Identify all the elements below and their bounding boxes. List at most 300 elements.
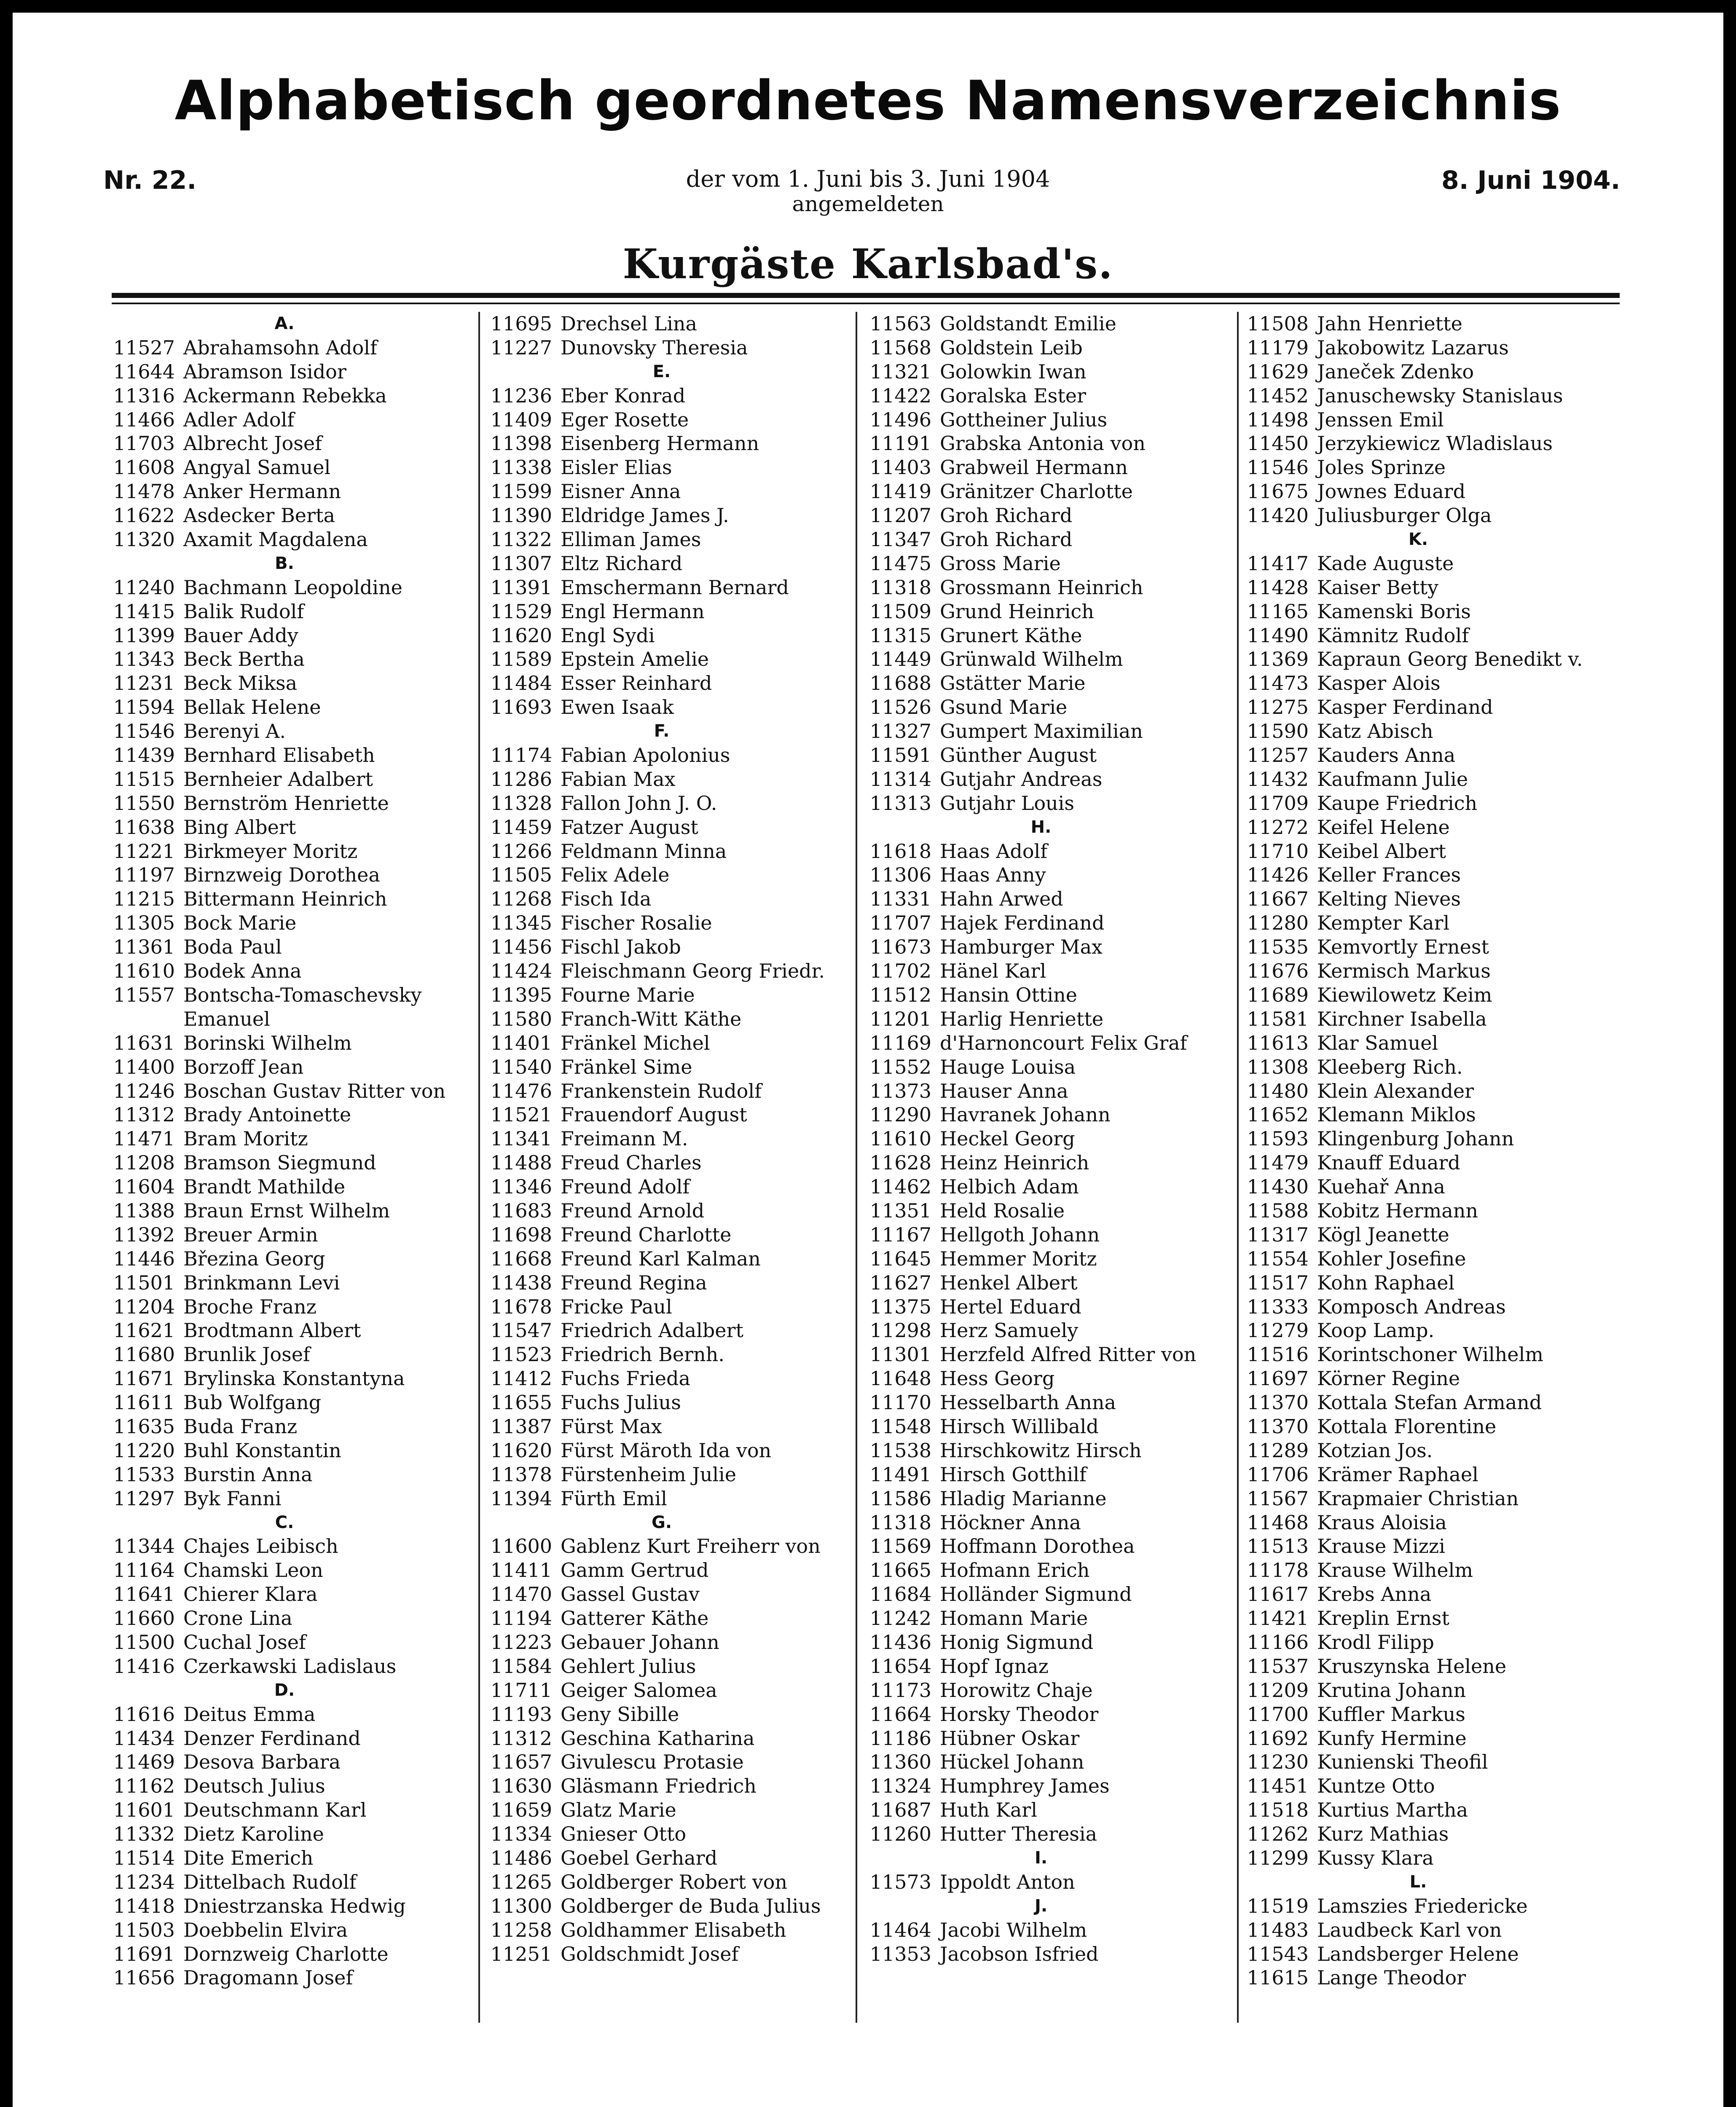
register-entry <box>103 1415 466 1439</box>
register-entry <box>480 1558 843 1582</box>
register-entry <box>860 863 1222 887</box>
register-entry <box>1237 336 1599 360</box>
entry-name: Fatzer August <box>561 815 698 839</box>
entry-name: Korintschoner Wilhelm <box>1317 1343 1543 1366</box>
entry-number: 11480 <box>1247 1079 1309 1102</box>
register-entry <box>1237 1726 1599 1750</box>
section-heading: Kurgäste Karlsbad's. <box>622 240 1114 288</box>
entry-name: Kämnitz Rudolf <box>1317 624 1469 647</box>
entry-number: 11289 <box>1247 1439 1309 1462</box>
register-entry <box>860 887 1222 911</box>
entry-name: Grossmann Heinrich <box>940 576 1143 599</box>
entry-number: 11178 <box>1247 1559 1309 1582</box>
register-entry <box>480 1271 843 1295</box>
entry-name: Chamski Leon <box>183 1559 323 1582</box>
register-entry <box>480 647 843 671</box>
entry-name: Givulescu Protasie <box>561 1750 744 1774</box>
entry-name: Asdecker Berta <box>183 504 335 527</box>
entry-name: Desova Barbara <box>183 1750 341 1774</box>
register-entry <box>480 911 843 935</box>
entry-number: 11351 <box>869 1199 931 1222</box>
issue-date: 8. Juni 1904. <box>1441 166 1621 195</box>
entry-number: 11584 <box>490 1654 552 1678</box>
entry-name: Dniestrzanska Hedwig <box>183 1894 406 1917</box>
register-entry <box>860 624 1222 648</box>
entry-name: Klingenburg Johann <box>1317 1127 1514 1150</box>
register-entry <box>480 695 843 719</box>
register-entry <box>1237 600 1599 624</box>
entry-name: Goldschmidt Josef <box>561 1942 739 1965</box>
register-entry <box>480 863 843 887</box>
entry-number: 11515 <box>113 767 175 791</box>
entry-name: Boda Paul <box>183 936 282 959</box>
entry-number: 11693 <box>490 696 552 719</box>
register-entry <box>480 1654 843 1678</box>
register-entry <box>480 1007 843 1031</box>
register-entry <box>103 1774 466 1798</box>
entry-name: Grund Heinrich <box>940 600 1094 623</box>
register-entry <box>860 719 1222 743</box>
entry-name: Knauff Eduard <box>1317 1151 1460 1174</box>
entry-name: Havranek Johann <box>940 1103 1111 1126</box>
entry-name: Hansin Ottine <box>940 983 1077 1006</box>
register-entry <box>1237 1391 1599 1415</box>
register-entry <box>480 1031 843 1055</box>
register-entry <box>103 336 466 360</box>
entry-number: 11711 <box>490 1678 552 1702</box>
register-entry <box>103 719 466 743</box>
entry-number: 11451 <box>1247 1775 1309 1798</box>
entry-name: Hauge Louisa <box>940 1055 1076 1078</box>
register-entry <box>103 1271 466 1295</box>
entry-number: 11523 <box>490 1343 552 1366</box>
register-entry <box>860 1798 1222 1822</box>
entry-number: 11417 <box>1247 552 1309 575</box>
entry-number: 11399 <box>113 624 175 647</box>
entry-name: Kruszynska Helene <box>1317 1654 1507 1678</box>
register-entry <box>860 1942 1222 1966</box>
entry-name: Horsky Theodor <box>940 1702 1099 1726</box>
entry-name: Ewen Isaak <box>561 696 674 719</box>
entry-number: 11631 <box>113 1031 175 1054</box>
entry-number: 11265 <box>490 1870 552 1893</box>
entry-number: 11286 <box>490 767 552 791</box>
entry-name: Kuehař Anna <box>1317 1175 1445 1198</box>
register-entry <box>480 983 843 1007</box>
entry-name: Boschan Gustav Ritter von <box>183 1079 446 1102</box>
entry-number: 11671 <box>113 1367 175 1390</box>
entry-name: Krebs Anna <box>1317 1583 1432 1606</box>
entry-name: Buda Franz <box>183 1415 298 1438</box>
entry-name: Klein Alexander <box>1317 1079 1474 1102</box>
register-entry <box>480 528 843 552</box>
register-entry <box>1237 1103 1599 1127</box>
entry-number: 11517 <box>1247 1271 1309 1294</box>
register-entry <box>1237 1031 1599 1055</box>
entry-number: 11568 <box>869 336 931 359</box>
register-entry <box>1237 1822 1599 1846</box>
entry-number: 11469 <box>113 1750 175 1774</box>
entry-number: 11428 <box>1247 576 1309 599</box>
register-entry <box>480 767 843 791</box>
entry-number: 11620 <box>490 1439 552 1462</box>
entry-number: 11588 <box>1247 1199 1309 1222</box>
register-entry <box>860 1175 1222 1199</box>
register-entry <box>480 1439 843 1463</box>
entry-number: 11540 <box>490 1055 552 1078</box>
entry-name: Kade Auguste <box>1317 552 1454 575</box>
entry-number: 11343 <box>113 648 175 671</box>
entry-number: 11331 <box>869 887 931 911</box>
entry-number: 11388 <box>113 1199 175 1222</box>
entry-number: 11391 <box>490 576 552 599</box>
letter-heading: A. <box>274 314 295 333</box>
entry-number: 11221 <box>113 839 175 863</box>
register-entry <box>480 1151 843 1175</box>
register-entry <box>860 839 1222 863</box>
entry-number: 11680 <box>113 1343 175 1366</box>
register-entry <box>480 1774 843 1798</box>
entry-name: Engl Hermann <box>561 600 705 623</box>
entry-name: Hopf Ignaz <box>940 1654 1049 1678</box>
entry-number: 11700 <box>1247 1702 1309 1726</box>
entry-number: 11527 <box>113 336 175 359</box>
entry-name: Gnieser Otto <box>561 1823 687 1846</box>
entry-name: Hoffmann Dorothea <box>940 1535 1135 1558</box>
entry-number: 11657 <box>490 1750 552 1774</box>
register-entry <box>103 1702 466 1726</box>
entry-name: Groh Richard <box>940 528 1073 551</box>
entry-number: 11509 <box>869 600 931 623</box>
entry-number: 11301 <box>869 1343 931 1366</box>
entry-name: Kirchner Isabella <box>1317 1007 1487 1030</box>
entry-number: 11547 <box>490 1319 552 1342</box>
entry-name: Bub Wolfgang <box>183 1391 322 1414</box>
entry-name: Laudbeck Karl von <box>1317 1918 1502 1941</box>
entry-name: Hutter Theresia <box>940 1823 1097 1846</box>
register-entry <box>860 552 1222 576</box>
entry-name: Hübner Oskar <box>940 1726 1080 1750</box>
register-entry <box>103 480 466 504</box>
entry-number: 11307 <box>490 552 552 575</box>
entry-name: Birkmeyer Moritz <box>183 839 358 863</box>
entry-name: Glatz Marie <box>561 1799 676 1822</box>
entry-number: 11678 <box>490 1295 552 1318</box>
entry-name: Gassel Gustav <box>561 1583 700 1606</box>
register-entry <box>860 456 1222 480</box>
entry-name: Katz Abisch <box>1317 720 1433 743</box>
register-entry <box>480 1175 843 1199</box>
register-entry <box>860 1199 1222 1223</box>
entry-name: Kögl Jeanette <box>1317 1223 1449 1246</box>
register-entry <box>480 1702 843 1726</box>
register-entry <box>860 1271 1222 1295</box>
entry-number: 11400 <box>113 1055 175 1078</box>
register-entry <box>860 408 1222 432</box>
entry-name: Hemmer Moritz <box>940 1247 1097 1270</box>
register-entry <box>480 1247 843 1271</box>
entry-number: 11689 <box>1247 983 1309 1006</box>
entry-number: 11392 <box>113 1223 175 1246</box>
register-entry <box>103 384 466 408</box>
entry-number: 11420 <box>1247 504 1309 527</box>
entry-number: 11449 <box>869 648 931 671</box>
entry-number: 11707 <box>869 911 931 935</box>
entry-name: Klemann Miklos <box>1317 1103 1476 1126</box>
entry-number: 11409 <box>490 408 552 431</box>
entry-name: Drechsel Lina <box>561 312 697 335</box>
entry-number: 11687 <box>869 1799 931 1822</box>
register-entry <box>103 528 466 552</box>
entry-name: Fricke Paul <box>561 1295 672 1318</box>
entry-name: Byk Fanni <box>183 1487 282 1510</box>
letter-heading: F. <box>654 721 670 741</box>
entry-name: Honig Sigmund <box>940 1630 1094 1654</box>
register-entry <box>103 887 466 911</box>
register-entry <box>103 1534 466 1558</box>
register-entry <box>1237 1654 1599 1678</box>
entry-name: Brady Antoinette <box>183 1103 351 1126</box>
entry-number: 11692 <box>1247 1726 1309 1750</box>
entry-number: 11695 <box>490 312 552 335</box>
subtitle-date-range: der vom 1. Juni bis 3. Juni 1904 <box>686 166 1050 192</box>
entry-name: Haas Anny <box>940 863 1046 887</box>
register-entry <box>860 1295 1222 1319</box>
register-entry <box>1237 552 1599 576</box>
entry-number: 11378 <box>490 1463 552 1486</box>
register-entry <box>480 959 843 983</box>
entry-name: Fränkel Sime <box>561 1055 692 1078</box>
entry-number: 11201 <box>869 1007 931 1030</box>
entry-name: Fürth Emil <box>561 1487 667 1510</box>
register-entry <box>1237 1319 1599 1343</box>
entry-number: 11519 <box>1247 1894 1309 1917</box>
entry-number: 11312 <box>490 1726 552 1750</box>
entry-name: Epstein Amelie <box>561 648 709 671</box>
entry-name: Kohler Josefine <box>1317 1247 1466 1270</box>
register-entry <box>1237 1367 1599 1391</box>
register-entry <box>480 815 843 839</box>
entry-number: 11373 <box>869 1079 931 1102</box>
entry-number: 11503 <box>113 1918 175 1941</box>
entry-number: 11370 <box>1247 1391 1309 1414</box>
entry-name: Chierer Klara <box>183 1583 318 1606</box>
entry-name: Jerzykiewicz Wladislaus <box>1317 432 1553 455</box>
entry-name: Kiewilowetz Keim <box>1317 983 1492 1006</box>
entry-name: Kermisch Markus <box>1317 960 1491 983</box>
entry-number: 11236 <box>490 384 552 407</box>
entry-number: 11439 <box>113 744 175 767</box>
entry-number: 11702 <box>869 960 931 983</box>
entry-name: Engl Sydi <box>561 624 655 647</box>
register-entry <box>480 432 843 456</box>
entry-number: 11416 <box>113 1654 175 1678</box>
entry-name: Geny Sibille <box>561 1702 679 1726</box>
entry-number: 11533 <box>113 1463 175 1486</box>
register-entry <box>480 384 843 408</box>
scan-border-left <box>0 0 13 2107</box>
register-entry <box>860 1151 1222 1175</box>
register-entry <box>1237 1343 1599 1367</box>
register-entry <box>1237 1079 1599 1103</box>
entry-name: Bachmann Leopoldine <box>183 576 402 599</box>
entry-number: 11332 <box>113 1823 175 1846</box>
entry-name: Freund Adolf <box>561 1175 690 1198</box>
entry-name: Gatterer Käthe <box>561 1607 709 1630</box>
entry-name: Fisch Ida <box>561 887 652 911</box>
register-entry <box>1237 1630 1599 1654</box>
entry-number: 11262 <box>1247 1823 1309 1846</box>
register-entry <box>860 1223 1222 1247</box>
entry-name: Goldberger de Buda Julius <box>561 1894 821 1917</box>
entry-name: Eldridge James J. <box>561 504 729 527</box>
entry-name: Humphrey James <box>940 1775 1110 1798</box>
entry-name: Hirsch Gotthilf <box>940 1463 1087 1486</box>
entry-number: 11186 <box>869 1726 931 1750</box>
register-entry <box>860 336 1222 360</box>
register-entry <box>860 528 1222 552</box>
entry-name: Hladig Marianne <box>940 1487 1107 1510</box>
entry-name: Frankenstein Rudolf <box>561 1079 762 1102</box>
register-entry <box>860 1487 1222 1511</box>
register-entry <box>103 1055 466 1079</box>
entry-number: 11360 <box>869 1750 931 1774</box>
entry-number: 11422 <box>869 384 931 407</box>
entry-number: 11328 <box>490 791 552 815</box>
entry-number: 11312 <box>113 1103 175 1126</box>
entry-name: Broche Franz <box>183 1295 317 1318</box>
register-entry <box>860 1654 1222 1678</box>
register-entry <box>103 1894 466 1918</box>
register-entry <box>860 1007 1222 1031</box>
entry-name: Eltz Richard <box>561 552 683 575</box>
entry-name: Chajes Leibisch <box>183 1535 338 1558</box>
register-entry <box>480 1319 843 1343</box>
entry-name: Geschina Katharina <box>561 1726 755 1750</box>
entry-number: 11599 <box>490 480 552 503</box>
register-entry <box>103 1487 466 1511</box>
register-entry <box>480 1295 843 1319</box>
entry-name: Borzoff Jean <box>183 1055 304 1078</box>
entry-name: Breuer Armin <box>183 1223 318 1246</box>
entry-number: 11675 <box>1247 480 1309 503</box>
entry-name: Körner Regine <box>1317 1367 1460 1390</box>
entry-number: 11501 <box>113 1271 175 1294</box>
entry-number: 11459 <box>490 815 552 839</box>
entry-number: 11491 <box>869 1463 931 1486</box>
register-entry <box>480 1127 843 1151</box>
entry-number: 11418 <box>113 1894 175 1917</box>
entry-name: Dornzweig Charlotte <box>183 1942 389 1965</box>
register-entry <box>103 1463 466 1487</box>
entry-number: 11318 <box>869 576 931 599</box>
letter-heading: J. <box>1034 1896 1048 1916</box>
register-entry <box>860 432 1222 456</box>
entry-name: Hückel Johann <box>940 1750 1084 1774</box>
name-column-2 <box>480 312 843 1966</box>
entry-number: 11208 <box>113 1151 175 1174</box>
entry-name: Brinkmann Levi <box>183 1271 340 1294</box>
entry-number: 11446 <box>113 1247 175 1270</box>
register-entry <box>480 312 843 336</box>
entry-name: Berenyi A. <box>183 720 286 743</box>
register-entry <box>480 1798 843 1822</box>
entry-name: Herzfeld Alfred Ritter von <box>940 1343 1197 1366</box>
entry-name: Feldmann Minna <box>561 839 727 863</box>
entry-name: Friedrich Bernh. <box>561 1343 724 1366</box>
letter-heading: K. <box>1408 530 1428 550</box>
register-entry <box>860 1055 1222 1079</box>
entry-number: 11327 <box>869 720 931 743</box>
entry-number: 11231 <box>113 672 175 695</box>
entry-name: Kreplin Ernst <box>1317 1607 1449 1630</box>
entry-number: 11548 <box>869 1415 931 1438</box>
entry-name: Buhl Konstantin <box>183 1439 341 1462</box>
entry-name: Hellgoth Johann <box>940 1223 1100 1246</box>
entry-number: 11240 <box>113 576 175 599</box>
entry-number: 11691 <box>113 1942 175 1965</box>
entry-number: 11395 <box>490 983 552 1006</box>
entry-name: Dragomann Josef <box>183 1966 353 1989</box>
entry-number: 11170 <box>869 1391 931 1414</box>
register-entry <box>103 911 466 935</box>
heading-rule-thin <box>112 303 1620 304</box>
entry-number: 11688 <box>869 672 931 695</box>
register-entry <box>1237 1678 1599 1702</box>
entry-number: 11554 <box>1247 1247 1309 1270</box>
page-title: Alphabetisch geordnetes Namensverzeichnis <box>174 70 1562 132</box>
register-entry <box>1237 1175 1599 1199</box>
register-entry <box>860 312 1222 336</box>
subtitle-registered: angemeldeten <box>792 192 944 216</box>
register-entry <box>480 1678 843 1702</box>
entry-name: Fuchs Frieda <box>561 1367 690 1390</box>
entry-number: 11668 <box>490 1247 552 1270</box>
entry-number: 11179 <box>1247 336 1309 359</box>
entry-name: Bernström Henriette <box>183 791 389 815</box>
entry-name: Bock Marie <box>183 911 297 935</box>
entry-name: Fürst Max <box>561 1415 662 1438</box>
register-entry <box>1237 1463 1599 1487</box>
register-entry <box>480 624 843 648</box>
entry-number: 11462 <box>869 1175 931 1198</box>
entry-number: 11191 <box>869 432 931 455</box>
register-entry <box>480 456 843 480</box>
entry-name: Kaiser Betty <box>1317 576 1438 599</box>
entry-number: 11645 <box>869 1247 931 1270</box>
entry-name: Golowkin Iwan <box>940 360 1087 383</box>
entry-number: 11234 <box>113 1870 175 1893</box>
register-entry <box>480 552 843 576</box>
register-entry <box>1237 1487 1599 1511</box>
register-entry <box>1237 719 1599 743</box>
register-entry <box>103 815 466 839</box>
entry-name: Gstätter Marie <box>940 672 1086 695</box>
register-entry <box>480 1487 843 1511</box>
entry-number: 11290 <box>869 1103 931 1126</box>
entry-name: Bramson Siegmund <box>183 1151 376 1174</box>
entry-name: Brodtmann Albert <box>183 1319 361 1342</box>
entry-number: 11266 <box>490 839 552 863</box>
register-entry <box>860 1079 1222 1103</box>
name-column-3 <box>860 312 1222 1966</box>
register-entry <box>860 911 1222 935</box>
entry-number: 11434 <box>113 1726 175 1750</box>
entry-name: Dittelbach Rudolf <box>183 1870 357 1893</box>
register-entry <box>480 1079 843 1103</box>
entry-name: Hänel Karl <box>940 960 1046 983</box>
entry-number: 11581 <box>1247 1007 1309 1030</box>
